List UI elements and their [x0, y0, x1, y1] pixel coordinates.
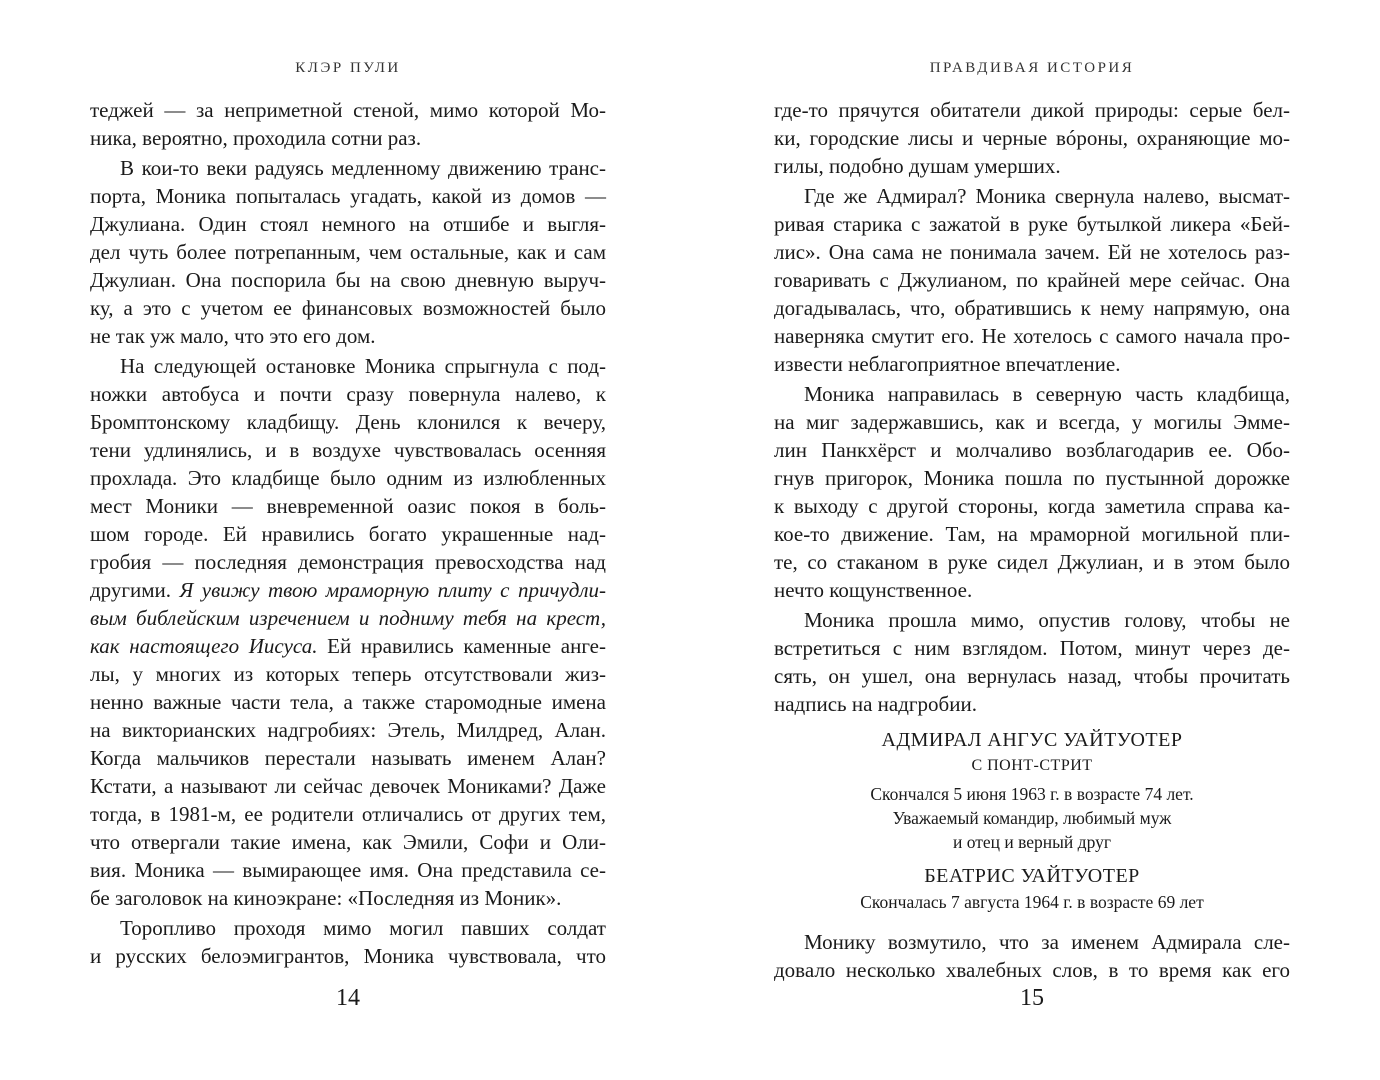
text-span: к выходу с другой стороны, когда заметила справа ка-: [774, 494, 1290, 518]
text-span: на викторианских надгробиях: Этель, Милдред, Алан.: [90, 718, 606, 742]
text-line: [90, 744, 606, 772]
text-span: порта, Моника попыталась угадать, какой из домов —: [90, 184, 606, 208]
text-line: [90, 266, 606, 294]
text-span: мест Моники — вневременной оазис покоя в боль-: [90, 494, 606, 518]
text-span: дел чуть более потрепанным, чем остальные, как и сам: [90, 240, 606, 264]
body-text: [774, 96, 1290, 984]
text-line: [774, 124, 1290, 152]
text-line: [774, 576, 1290, 604]
running-head-title: ПРАВДИВАЯ ИСТОРИЯ: [929, 60, 1135, 76]
text-line: [90, 96, 606, 124]
text-span: теджей — за неприметной стеной, мимо которой Мо-: [90, 98, 606, 122]
text-span: встретиться с ним взглядом. Потом, минут через де-: [774, 636, 1290, 660]
text-span: кое-то движение. Там, на мраморной могильной пли-: [774, 522, 1290, 546]
text-line: [774, 152, 1290, 180]
text-line: [774, 294, 1290, 322]
text-span: довало несколько хвалебных слов, в то время как его: [774, 958, 1290, 982]
text-line: [90, 154, 606, 182]
italic-span: вым библейским изречением и подниму тебя на крест,: [90, 606, 606, 630]
text-span: прохлада. Это кладбище было одним из излюбленных: [90, 466, 606, 490]
text-line: [90, 238, 606, 266]
text-line: [90, 322, 606, 350]
text-span: бе заголовок на киноэкране: «Последняя из Моник».: [90, 886, 562, 910]
epitaph-line: Уважаемый командир, любимый муж: [892, 808, 1172, 828]
text-span: Джулиан. Она поспорила бы на свою дневную выруч-: [90, 268, 606, 292]
italic-span: как настоящего Иисуса.: [90, 634, 318, 658]
text-line: [774, 350, 1290, 378]
text-line: [774, 408, 1290, 436]
text-line: [774, 492, 1290, 520]
text-span: Моника прошла мимо, опустив голову, чтобы не: [804, 608, 1290, 632]
text-span: Кстати, а называют ли сейчас девочек Мониками? Даже: [90, 774, 606, 798]
running-head-author: КЛЭР ПУЛИ: [295, 60, 401, 76]
text-span: Монику возмутило, что за именем Адмирала сле-: [804, 930, 1290, 954]
text-line: [90, 772, 606, 800]
text-span: те, со стаканом в руке сидел Джулиан, и в этом было: [774, 550, 1290, 574]
text-line: [90, 576, 606, 604]
text-span: догадывалась, что, обратившись к нему напрямую, она: [774, 296, 1290, 320]
text-line: [774, 96, 1290, 124]
text-span: Торопливо проходя мимо могил павших солдат: [120, 916, 606, 940]
text-line: [90, 182, 606, 210]
page-number: 15: [1020, 985, 1044, 1011]
text-line: [774, 266, 1290, 294]
epitaph-line: и отец и верный друг: [952, 832, 1112, 852]
text-span: Ей нравились каменные анге-: [317, 634, 606, 658]
text-line: [90, 856, 606, 884]
text-span: В кои-то веки радуясь медленному движению транс-: [120, 156, 606, 180]
text-span: сять, он ушел, она вернулась назад, чтобы прочитать: [774, 664, 1290, 688]
text-line: [774, 548, 1290, 576]
text-line: [90, 436, 606, 464]
text-span: Джулиана. Один стоял немного на отшибе и выгля-: [90, 212, 606, 236]
text-line: [90, 408, 606, 436]
text-line: [90, 884, 606, 912]
text-line: [774, 606, 1290, 634]
text-span: другими.: [90, 578, 180, 602]
text-span: ненно важные части тела, а также старомодные имена: [90, 690, 606, 714]
epitaph-line: Скончался 5 июня 1963 г. в возрасте 74 лет.: [870, 784, 1194, 804]
text-span: Бромптонскому кладбищу. День клонился к вечеру,: [90, 410, 606, 434]
body-text: [90, 96, 606, 970]
epitaph: [774, 726, 1290, 914]
text-span: не так уж мало, что это его дом.: [90, 324, 376, 348]
text-span: Где же Адмирал? Моника свернула налево, высмат-: [804, 184, 1290, 208]
text-span: нечто кощунственное.: [774, 578, 973, 602]
text-line: [774, 464, 1290, 492]
text-line: [774, 210, 1290, 238]
text-span: говаривать с Джулианом, по крайней мере сейчас. Она: [774, 268, 1290, 292]
text-span: извести неблагоприятное впечатление.: [774, 352, 1121, 376]
text-span: где-то прячутся обитатели дикой природы: серые бел-: [774, 98, 1290, 122]
text-line: [774, 380, 1290, 408]
text-span: лин Панкхёрст и молчаливо возблагодарив ее. Обо-: [774, 438, 1290, 462]
text-span: наверняка смутит его. Не хотелось с самого начала про-: [774, 324, 1290, 348]
epitaph-name: БЕАТРИС УАЙТУОТЕР: [924, 865, 1140, 887]
text-span: гробия — последняя демонстрация превосходства над: [90, 550, 606, 574]
text-span: лис». Она сама не понимала зачем. Ей не хотелось раз-: [774, 240, 1290, 264]
epitaph-line: Скончалась 7 августа 1964 г. в возрасте 69 лет: [860, 892, 1204, 912]
text-span: тогда, в 1981-м, ее родители отличались от других тем,: [90, 802, 606, 826]
text-line: [774, 662, 1290, 690]
text-span: лы, у многих из которых теперь отсутствовали жиз-: [90, 662, 606, 686]
text-line: [90, 660, 606, 688]
text-span: ку, а это с учетом ее финансовых возможностей было: [90, 296, 606, 320]
text-line: [90, 914, 606, 942]
text-span: и русских белоэмигрантов, Моника чувствовала, что: [90, 944, 606, 968]
text-line: [774, 436, 1290, 464]
epitaph-name: АДМИРАЛ АНГУС УАЙТУОТЕР: [881, 729, 1183, 751]
text-line: [90, 352, 606, 380]
text-span: что отвергали такие имена, как Эмили, Софи и Оли-: [90, 830, 606, 854]
text-span: шом городе. Ей нравились богато украшенные над-: [90, 522, 606, 546]
text-line: [90, 688, 606, 716]
text-line: [774, 690, 1290, 718]
page-number: 14: [336, 985, 360, 1011]
text-line: [90, 492, 606, 520]
text-span: ривая старика с зажатой в руке бутылкой ликера «Бей-: [774, 212, 1290, 236]
text-span: Моника направилась в северную часть кладбища,: [804, 382, 1290, 406]
text-span: ника, вероятно, проходила сотни раз.: [90, 126, 422, 150]
text-line: [90, 124, 606, 152]
text-line: [774, 520, 1290, 548]
text-line: [774, 322, 1290, 350]
text-span: Когда мальчиков перестали называть именем Алан?: [90, 746, 606, 770]
text-line: [774, 238, 1290, 266]
text-line: [774, 956, 1290, 984]
text-line: [774, 928, 1290, 956]
text-line: [90, 942, 606, 970]
text-line: [774, 182, 1290, 210]
text-line: [90, 716, 606, 744]
text-line: [90, 604, 606, 632]
text-line: [90, 800, 606, 828]
text-span: тени удлинялись, и в воздухе чувствовалась осенняя: [90, 438, 606, 462]
text-span: надпись на надгробии.: [774, 692, 977, 716]
text-line: [90, 210, 606, 238]
text-line: [90, 828, 606, 856]
text-span: гилы, подобно душам умерших.: [774, 154, 1061, 178]
text-line: [90, 520, 606, 548]
text-span: ки, городские лисы и черные вóроны, охраняющие мо-: [774, 126, 1290, 150]
text-span: На следующей остановке Моника спрыгнула с под-: [120, 354, 606, 378]
left-page: [90, 0, 606, 1080]
text-span: на миг задержавшись, как и всегда, у могилы Эммe-: [774, 410, 1290, 434]
epitaph-subtitle: С ПОНТ-СТРИТ: [971, 757, 1093, 774]
text-line: [90, 294, 606, 322]
text-line: [90, 464, 606, 492]
italic-span: Я увижу твою мраморную плиту с причудли-: [179, 578, 606, 602]
right-page: [774, 0, 1290, 1080]
text-line: [90, 632, 606, 660]
text-span: вия. Моника — вымирающее имя. Она представила се-: [90, 858, 606, 882]
text-span: ножки автобуса и почти сразу повернула налево, к: [90, 382, 606, 406]
text-line: [90, 548, 606, 576]
text-span: гнув пригорок, Моника пошла по пустынной дорожке: [774, 466, 1290, 490]
text-line: [90, 380, 606, 408]
text-line: [774, 634, 1290, 662]
